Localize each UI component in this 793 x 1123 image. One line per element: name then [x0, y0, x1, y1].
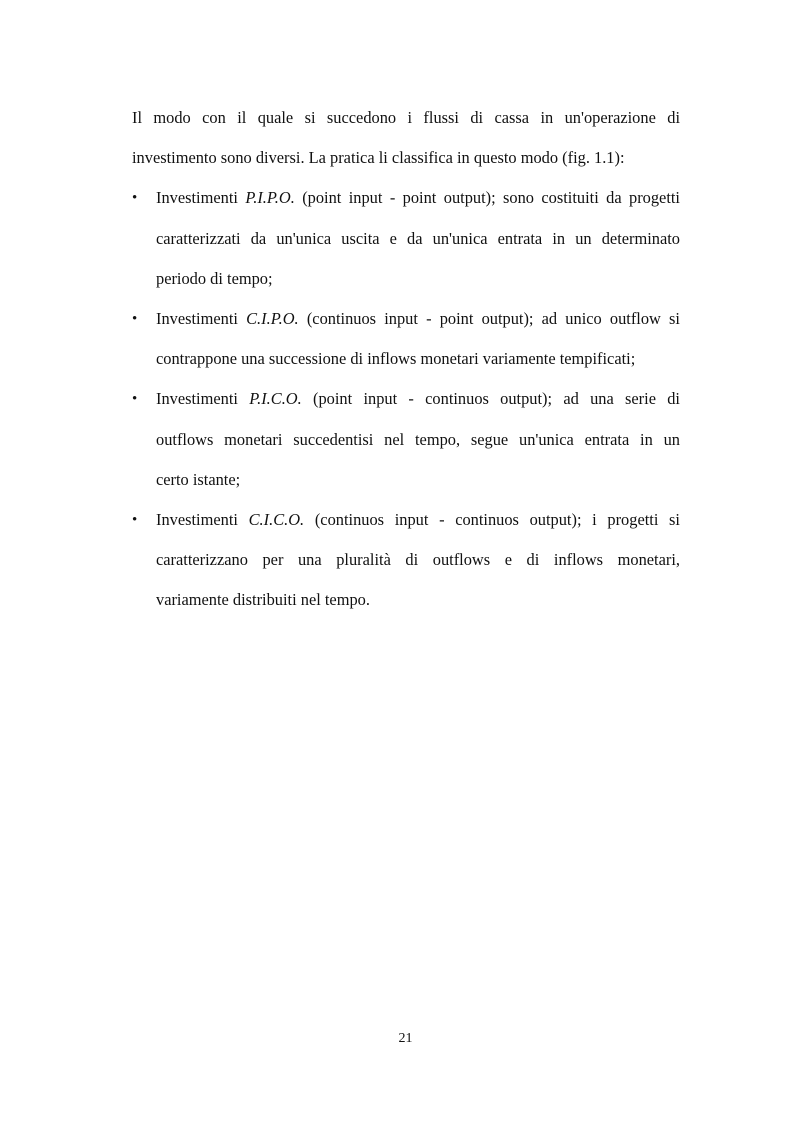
intro-paragraph: [132, 98, 680, 178]
bullet-icon: •: [132, 311, 138, 328]
intro-line-1: Il modo con il quale si succedono i flussi di cassa in un'operazione di: [132, 108, 680, 127]
list-item-code: C.I.C.O.: [248, 510, 305, 530]
list-item-lead: Investimenti: [156, 309, 247, 329]
list-item-code: P.I.P.O.: [245, 188, 295, 208]
list-item-line-3: variamente distribuiti nel tempo.: [156, 590, 370, 610]
list-item-lead: Investimenti: [156, 389, 250, 409]
bullet-icon: •: [132, 512, 138, 529]
list-item-line-3: certo istante;: [156, 469, 241, 489]
bullet-icon: •: [132, 391, 138, 408]
list-item-line-1: [156, 299, 680, 339]
list-item-line-1: [156, 178, 680, 218]
bullet-icon: •: [132, 190, 138, 207]
list-item-line-1: [156, 500, 680, 540]
list-item-pico: [132, 379, 680, 500]
list-item-line-2: caratterizzati da un'unica uscita e da un'unica entrata in un determinato: [156, 228, 680, 248]
list-item-lead: Investimenti: [156, 188, 246, 208]
list-item-line-2: caratterizzano per una pluralità di outflows e di inflows monetari,: [156, 550, 680, 570]
list-item-lead: Investimenti: [156, 510, 249, 530]
list-item-line-2: outflows monetari succedentisi nel tempo, segue un'unica entrata in un: [156, 429, 680, 449]
list-item-cipo: [132, 299, 680, 379]
list-item-line-2: contrappone una successione di inflows monetari variamente tempificati;: [156, 349, 636, 369]
page-number: 21: [398, 1031, 413, 1046]
list-item-line-1: [156, 379, 680, 419]
body-text: [132, 98, 680, 621]
list-item-text: (point input - continuos output); ad una serie di: [301, 389, 680, 409]
intro-line-2: investimento sono diversi. La pratica li classifica in questo modo (fig. 1.1):: [132, 148, 625, 168]
list-item-code: P.I.C.O.: [249, 389, 302, 409]
list-item-code: C.I.P.O.: [246, 309, 299, 329]
list-item-text: (continuos input - continuos output); i progetti si: [304, 510, 680, 530]
list-item-text: (continuos input - point output); ad unico outflow si: [298, 309, 680, 329]
list-item-text: (point input - point output); sono costituiti da progetti: [294, 188, 680, 208]
list-item-cico: [132, 500, 680, 621]
investment-types-list: [132, 178, 680, 620]
list-item-pipo: [132, 178, 680, 299]
list-item-line-3: periodo di tempo;: [156, 268, 273, 288]
